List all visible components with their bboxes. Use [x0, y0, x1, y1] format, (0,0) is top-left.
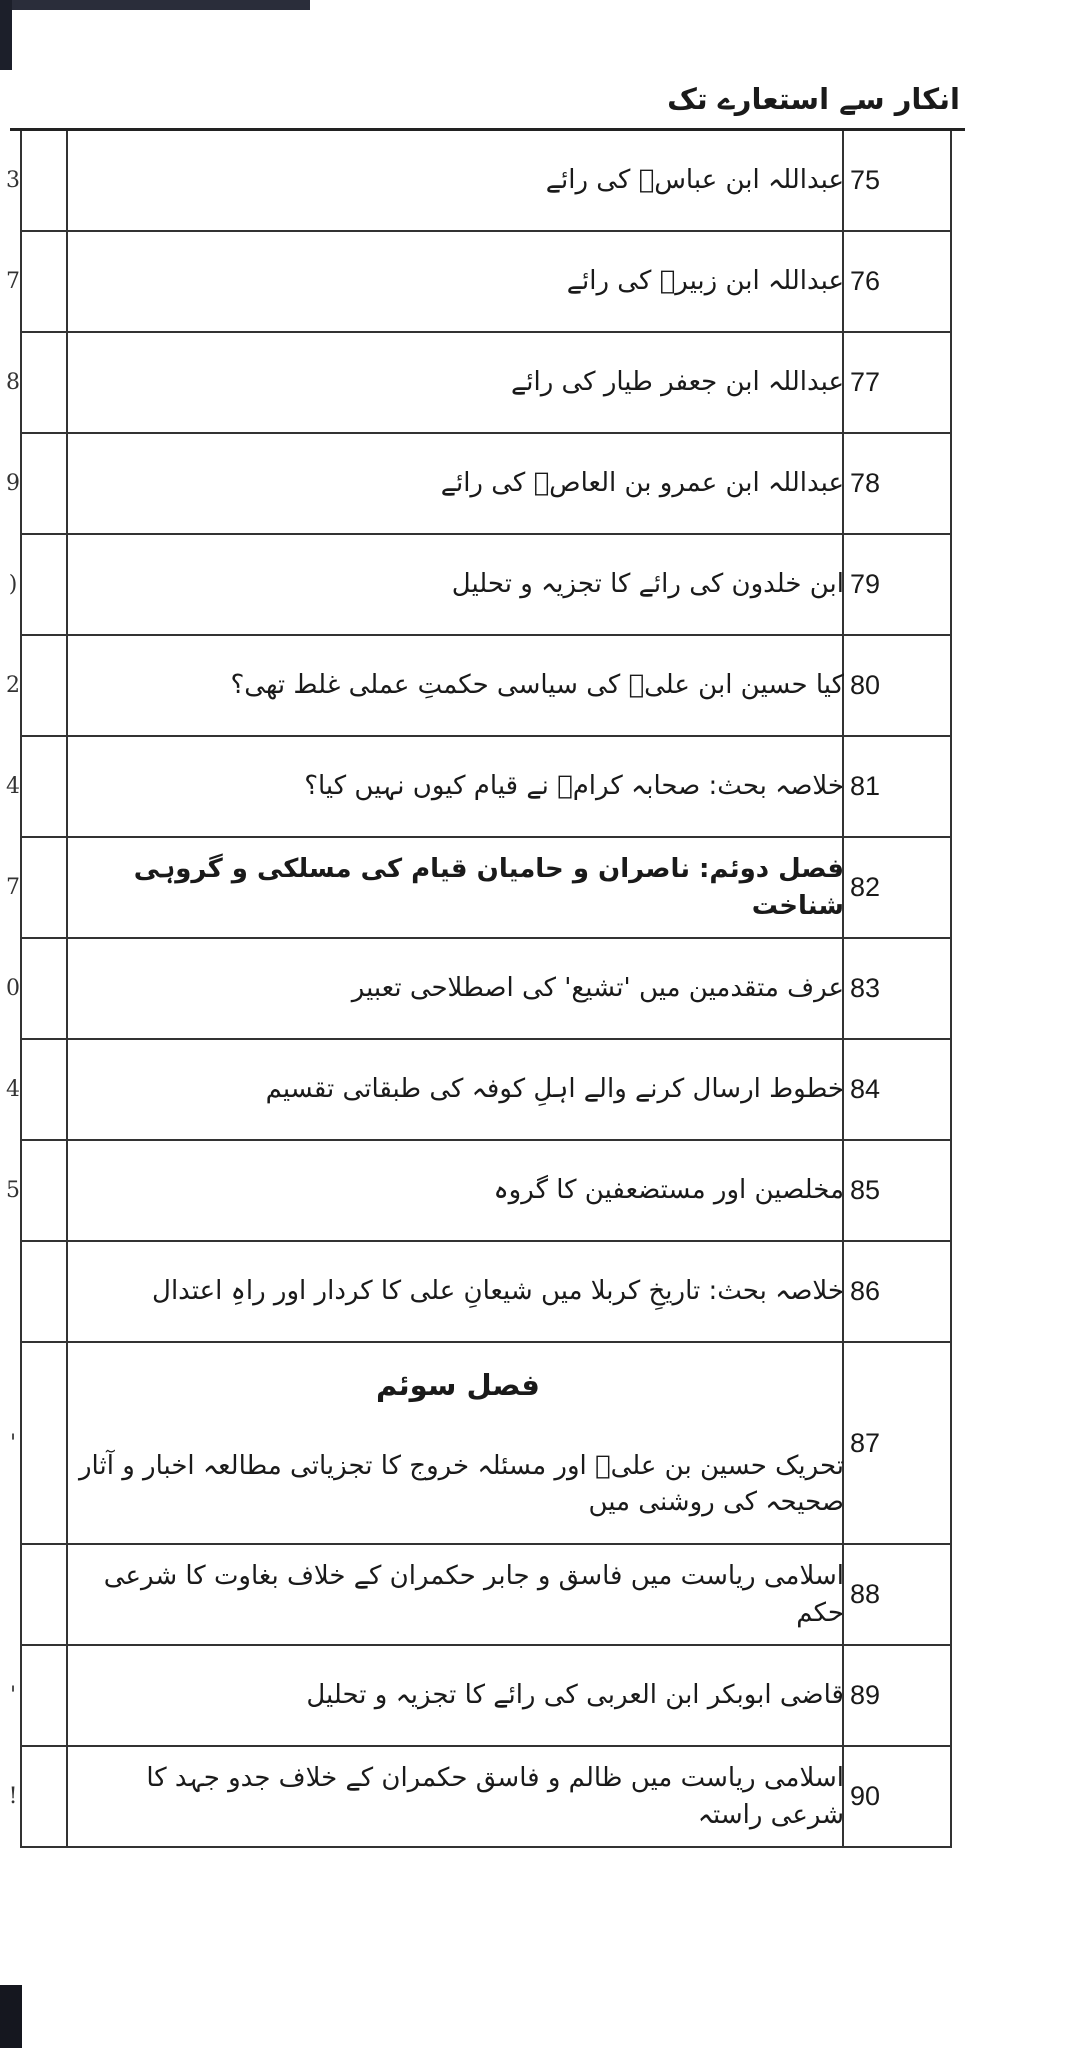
toc-row	[6, 232, 952, 333]
page-number-fragment: 7	[6, 269, 20, 294]
column-rule	[66, 535, 68, 634]
entry-title-cell	[72, 939, 848, 1038]
entry-number: 78	[842, 434, 952, 533]
column-rule	[66, 1545, 68, 1644]
column-rule	[66, 1646, 68, 1745]
entry-title-cell	[72, 333, 848, 432]
column-rule	[66, 434, 68, 533]
page-number-fragment: )	[8, 572, 18, 597]
running-head: انکار سے استعارے تک	[667, 82, 960, 116]
entry-title-cell	[72, 1040, 848, 1139]
entry-title-cell	[72, 131, 848, 230]
entry-title-cell	[72, 1646, 848, 1745]
entry-number: 89	[842, 1646, 952, 1745]
entry-title: کیا حسین ابن علیؓ کی سیاسی حکمتِ عملی غلط تھی؟	[230, 670, 844, 701]
section-heading: فصل سوئم	[376, 1368, 540, 1403]
page-number-fragment: 9	[6, 471, 20, 496]
entry-number: 80	[842, 636, 952, 735]
entry-number: 77	[842, 333, 952, 432]
entry-title: خلاصہ بحث: تاریخِ کربلا میں شیعانِ علی کا کردار اور راہِ اعتدال	[152, 1276, 844, 1307]
toc-row	[6, 636, 952, 737]
entry-title: عبداللہ ابن جعفر طیار کی رائے	[511, 367, 844, 398]
column-rule	[66, 939, 68, 1038]
page-number-fragment	[2, 1242, 24, 1341]
entry-title-cell	[72, 1141, 848, 1240]
scan-edge-left	[0, 0, 12, 70]
page-number-fragment: 8	[6, 370, 20, 395]
entry-title: عرف متقدمین میں 'تشیع' کی اصطلاحی تعبیر	[351, 973, 844, 1004]
scan-edge-bottom	[0, 1985, 22, 2048]
entry-title: خلاصہ بحث: صحابہ کرامؓ نے قیام کیوں نہیں کیا؟	[304, 771, 844, 802]
entry-title: خطوط ارسال کرنے والے اہلِ کوفہ کی طبقاتی تقسیم	[265, 1074, 844, 1105]
page-number-fragment: 3	[6, 168, 20, 193]
table-of-contents	[6, 131, 952, 1848]
entry-title-cell	[72, 1242, 848, 1341]
toc-row	[6, 1040, 952, 1141]
toc-row	[9, 1343, 952, 1545]
entry-title: فصل دوئم: ناصران و حامیان قیام کی مسلکی و گروہی شناخت	[133, 854, 844, 921]
column-rule	[66, 1242, 68, 1341]
entry-title: اسلامی ریاست میں ظالم و فاسق حکمران کے خلاف جدو جہد کا شرعی راستہ	[146, 1763, 844, 1830]
column-rule	[66, 1040, 68, 1139]
column-rule	[66, 1747, 68, 1846]
toc-row	[6, 131, 952, 232]
entry-title: عبداللہ ابن زبیرؓ کی رائے	[566, 266, 844, 297]
entry-title: قاضی ابوبکر ابن العربی کی رائے کا تجزیہ و تحلیل	[306, 1680, 844, 1711]
scan-edge-top	[0, 0, 310, 10]
page-number-fragment	[2, 1545, 24, 1644]
entry-title-cell	[72, 1545, 848, 1644]
toc-row	[8, 1747, 952, 1848]
entry-number: 76	[842, 232, 952, 331]
column-rule	[66, 838, 68, 937]
entry-title-cell	[72, 1747, 848, 1846]
entry-title-cell	[72, 434, 848, 533]
column-rule	[66, 1343, 68, 1543]
toc-row	[6, 939, 952, 1040]
toc-row	[6, 333, 952, 434]
entry-title: عبداللہ ابن عباسؓ کی رائے	[545, 165, 844, 196]
section-subtitle: تحریک حسین بن علیؓ اور مسئلہ خروج کا تجزیاتی مطالعہ اخبار و آثار صحیحہ کی روشنی میں	[79, 1450, 844, 1518]
entry-number: 90	[842, 1747, 952, 1846]
entry-title: عبداللہ ابن عمرو بن العاصؓ کی رائے	[440, 468, 844, 499]
column-rule	[66, 131, 68, 230]
column-rule	[66, 333, 68, 432]
entry-number: 88	[842, 1545, 952, 1644]
entry-number: 83	[842, 939, 952, 1038]
column-rule	[66, 232, 68, 331]
entry-number: 79	[842, 535, 952, 634]
toc-row	[6, 838, 952, 939]
entry-number: 82	[842, 838, 952, 937]
column-rule	[66, 1141, 68, 1240]
page-number-fragment: '	[9, 1683, 17, 1708]
toc-row	[6, 1141, 952, 1242]
entry-title-cell	[72, 1343, 848, 1543]
entry-number: 86	[842, 1242, 952, 1341]
page-number-fragment: 4	[6, 1077, 20, 1102]
page-number-fragment: 2	[6, 673, 20, 698]
toc-row	[22, 1545, 952, 1646]
entry-title-cell	[72, 636, 848, 735]
entry-title: مخلصین اور مستضعفین کا گروہ	[493, 1175, 844, 1206]
entry-number: 85	[842, 1141, 952, 1240]
entry-title-cell	[72, 838, 848, 937]
toc-row	[22, 1242, 952, 1343]
entry-number: 75	[842, 131, 952, 230]
page-number-fragment: 4	[6, 774, 20, 799]
entry-title: ابن خلدون کی رائے کا تجزیہ و تحلیل	[451, 569, 844, 600]
toc-row	[6, 737, 952, 838]
page-number-fragment: 5	[6, 1178, 20, 1203]
entry-title-cell	[72, 535, 848, 634]
toc-row	[8, 535, 952, 636]
page-number-fragment: !	[8, 1784, 18, 1809]
entry-title-cell	[72, 232, 848, 331]
page-number-fragment: 7	[6, 875, 20, 900]
column-rule	[66, 636, 68, 735]
entry-title-cell	[72, 737, 848, 836]
toc-row	[9, 1646, 952, 1747]
entry-number: 81	[842, 737, 952, 836]
toc-row	[6, 434, 952, 535]
column-rule	[66, 737, 68, 836]
entry-number: 87	[842, 1343, 952, 1543]
entry-number: 84	[842, 1040, 952, 1139]
entry-title: اسلامی ریاست میں فاسق و جابر حکمران کے خلاف بغاوت کا شرعی حکم	[103, 1561, 844, 1628]
page-number-fragment: '	[9, 1430, 17, 1456]
page-number-fragment: 0	[6, 976, 20, 1001]
